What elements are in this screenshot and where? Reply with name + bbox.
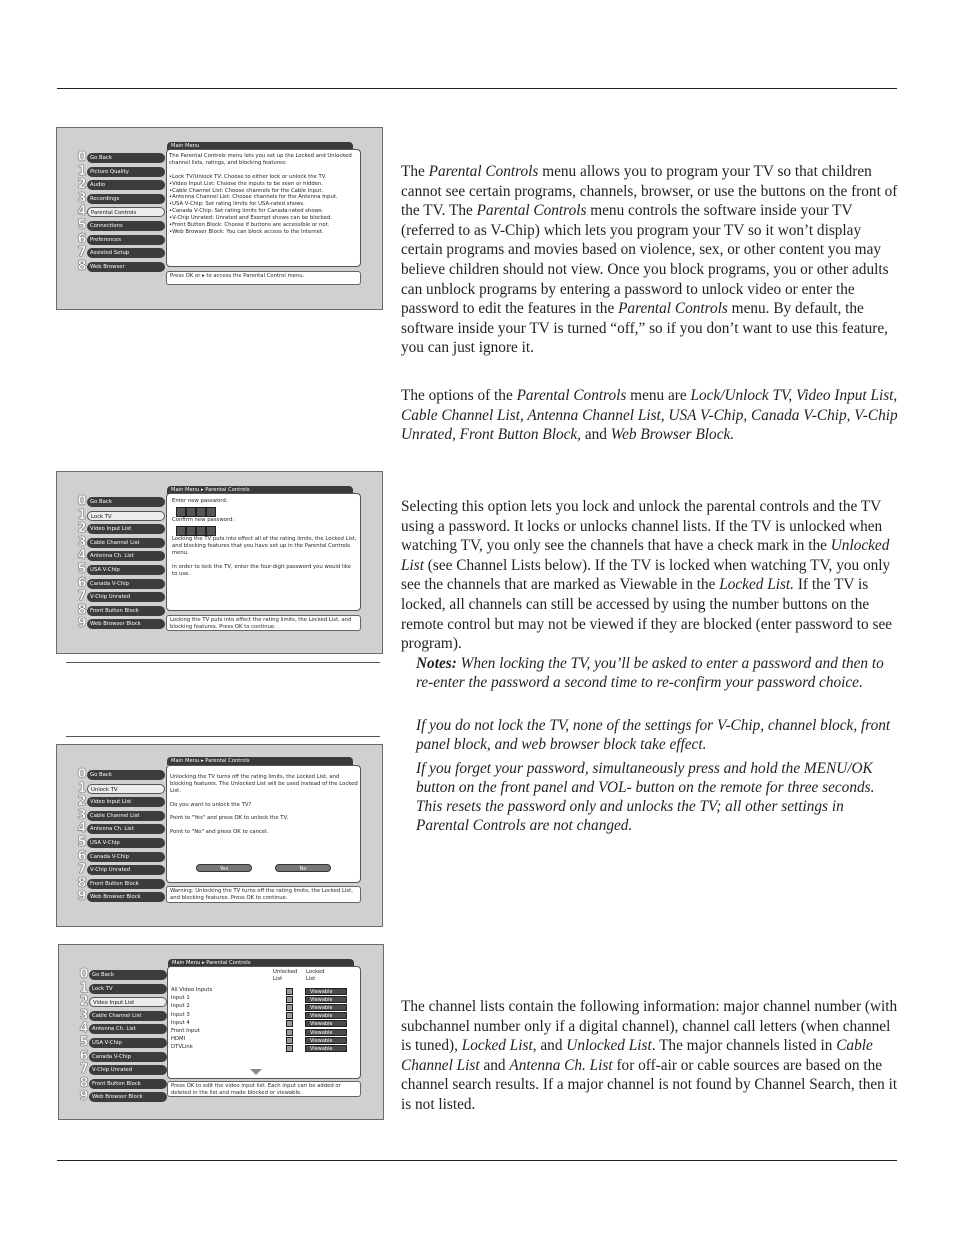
menu-item-label: Web Browser Block <box>87 619 165 629</box>
confirm-digit-4[interactable] <box>206 526 216 536</box>
text-run: and <box>581 426 611 444</box>
menu-item-number: 9 <box>77 889 87 905</box>
text-run: If the TV is locked, all channels can still be accessed by using the number buttons on the remote control but may not be viewed if they are blocked (enter password to see program). <box>401 576 893 653</box>
bottom-rule <box>57 1160 897 1161</box>
menu-item-number: 5 <box>77 561 87 577</box>
menu-item-number: 7 <box>77 862 87 878</box>
text-run: The channel lists contain the following information: major channel number (with subchannel number only if a digital channel), channel call letters (when channel is tuned), <box>401 998 898 1055</box>
note-password <box>416 654 891 692</box>
divider <box>66 662 380 663</box>
text-run-italic: Parental Controls <box>476 202 587 220</box>
unlocked-checkbox[interactable] <box>286 1020 293 1027</box>
unlock-tv-screenshot <box>56 744 383 927</box>
password-digit-4[interactable] <box>206 507 216 517</box>
menu-item-number: 7 <box>79 1062 89 1078</box>
locked-viewable-toggle[interactable]: Viewable <box>305 1004 347 1011</box>
text-run: , and <box>532 1037 567 1055</box>
unlocked-checkbox[interactable] <box>286 1012 293 1019</box>
locked-viewable-toggle[interactable]: Viewable <box>305 1045 347 1052</box>
menu-item-label: Go Back <box>87 153 165 163</box>
note-no-lock <box>416 716 891 754</box>
unlocked-checkbox[interactable] <box>286 1037 293 1044</box>
text-run-italic: Unlocked List <box>566 1037 652 1055</box>
menu-item-number: 6 <box>79 1048 89 1064</box>
menu-item-label: Cable Channel List <box>87 811 165 821</box>
menu-item-label: Assisted Setup <box>87 248 165 258</box>
menu-item-label: Picture Quality <box>87 167 165 177</box>
menu-item-number: 6 <box>77 848 87 864</box>
text-run: (see Channel Lists below). If the TV is locked when watching TV, you only see the channels that are marked as Viewable in the <box>401 556 891 594</box>
text-run-italic: Locked List. <box>719 576 794 594</box>
enter-password-label: Enter new password: <box>172 498 228 504</box>
text-run: for off-air or cable sources are based on the channel search results. If a major channel is not found by Channel Search, then it is not listed. <box>401 1056 898 1113</box>
text-run: When locking the TV, you’ll be asked to enter a password and then to re-enter the password a second time to re-confirm your password choice. <box>416 655 884 691</box>
intro-paragraph <box>401 162 904 358</box>
text-run: menu allows you to program your TV so that children cannot see certain programs, channels, browser, or use the buttons on the front of the TV. The <box>401 163 898 220</box>
divider <box>66 736 380 737</box>
password-digit-2[interactable] <box>186 507 196 517</box>
menu-item-label: Lock TV <box>89 984 167 994</box>
input-row-label[interactable]: HDMI <box>171 1036 186 1043</box>
breadcrumb-main: Main Menu <box>172 960 201 966</box>
breadcrumb-parental: Parental Controls <box>205 758 250 764</box>
menu-item-number: 1 <box>79 980 89 996</box>
locked-viewable-toggle[interactable]: Viewable <box>305 996 347 1003</box>
menu-item-number: 0 <box>77 150 87 165</box>
menu-item-number: 4 <box>79 1021 89 1037</box>
menu-item-number: 1 <box>77 507 87 523</box>
menu-item-label: Recordings <box>87 194 165 204</box>
text-run-italic: Antenna Ch. List <box>509 1056 613 1074</box>
breadcrumb-main: Main Menu <box>171 143 200 149</box>
text-run: and <box>479 1056 510 1074</box>
locked-column-header: Locked List <box>306 969 325 982</box>
locked-viewable-toggle[interactable]: Viewable <box>305 1012 347 1019</box>
menu-item-number: 6 <box>77 231 87 247</box>
text-run-italic: Web Browser Block. <box>610 426 735 444</box>
menu-item-number: 2 <box>77 794 87 810</box>
menu-item-number: 2 <box>77 521 87 537</box>
text-run: If you do not lock the TV, none of the settings for V-Chip, channel block, front panel block, and web browser block take effect. <box>416 717 891 753</box>
menu-item-label: Canada V-Chip <box>87 579 165 589</box>
info-panel <box>166 765 361 883</box>
breadcrumb-main: Main Menu <box>171 487 200 493</box>
status-message: Press OK to edit the video input list. Each input can be added or deleted in the list and made blocked or viewable. <box>167 1081 361 1097</box>
menu-item-label: Cable Channel List <box>89 1011 167 1021</box>
menu-item-number: 8 <box>77 602 87 618</box>
yes-button[interactable]: Yes <box>196 864 252 872</box>
notes-label: Notes: <box>416 655 457 672</box>
breadcrumb-arrow-icon: ▸ <box>201 960 205 966</box>
menu-item-number: 1 <box>77 780 87 796</box>
info-text: The Parental Controls menu lets you set up the Locked and Unlocked channel lists, ratings, and blocking features: •Lock TV/Unlock TV: Choose to either lock or unlock the TV. •Video Input List: Choose the inputs to be seen or hidden. •Cable Channel List: Choose channels for the Cable Input. •Antenna Channel List: Choose channels for the Antenna Input. •USA V-Chip: Set rating limits for USA-rated shows. •Canada V-Chip: Set rating limits for Canada-rated shows. •V-Chip Unrated: Unrated and Exempt shows can be blocked. •Front Button Block: Choose if buttons are accessible or not. •Web Browser Block: You can block access to the Internet. <box>169 153 352 235</box>
lock-tv-screenshot <box>56 471 383 654</box>
breadcrumb-arrow-icon: ▸ <box>200 487 204 493</box>
menu-item-number: 5 <box>77 217 87 233</box>
menu-item-label: Parental Controls <box>87 207 165 217</box>
text-run: The options of the <box>401 387 517 404</box>
menu-item-label: Antenna Ch. List <box>89 1024 167 1034</box>
menu-item-label: Go Back <box>87 770 165 780</box>
menu-item-number: 8 <box>77 258 87 274</box>
menu-item-number: 4 <box>77 204 87 220</box>
unlocked-checkbox[interactable] <box>286 1045 293 1052</box>
menu-item-number: 3 <box>77 190 87 206</box>
menu-item-number: 6 <box>77 575 87 591</box>
parental-controls-main-menu-screenshot <box>56 127 383 310</box>
breadcrumb-main: Main Menu <box>171 758 200 764</box>
text-run: menu. By default, the software inside your TV is turned “off,” so if you don’t want to use this feature, you can just ignore it. <box>401 300 888 357</box>
text-run-italic: Unlocked List <box>401 537 890 574</box>
menu-item-number: 4 <box>77 548 87 564</box>
menu-item-label: Canada V-Chip <box>87 852 165 862</box>
menu-item-number: 4 <box>77 821 87 837</box>
info-panel <box>166 493 361 611</box>
menu-item-number: 8 <box>77 875 87 891</box>
menu-item-label: V-Chip Unrated <box>87 865 165 875</box>
unlocked-checkbox[interactable] <box>286 996 293 1003</box>
menu-item-number: 3 <box>79 1007 89 1023</box>
menu-item-label: Antenna Ch. List <box>87 824 165 834</box>
menu-item-label: Video Input List <box>87 797 165 807</box>
locked-viewable-toggle[interactable]: Viewable <box>305 1020 347 1027</box>
menu-item-number: 0 <box>77 767 87 782</box>
menu-item-label: Front Button Block <box>89 1079 167 1089</box>
breadcrumb-arrow-icon: ▸ <box>200 758 204 764</box>
input-row-label[interactable]: Input 4 <box>171 1019 190 1026</box>
menu-item-label: V-Chip Unrated <box>87 592 165 602</box>
password-digit-1[interactable] <box>176 507 186 517</box>
status-message: Locking the TV puts into effect the rating limits, the Locked List, and blocking features. Press OK to continue. <box>166 615 361 631</box>
text-run: menu are <box>626 387 691 404</box>
confirm-digit-2[interactable] <box>186 526 196 536</box>
menu-item-label: Connections <box>87 221 165 231</box>
menu-item-label: Unlock TV <box>87 784 165 794</box>
unlocked-checkbox[interactable] <box>286 988 293 995</box>
menu-item-label: Audio <box>87 180 165 190</box>
menu-item-number: 1 <box>77 163 87 179</box>
text-run-italic: Parental Controls <box>618 300 728 318</box>
text-run-italic: Lock/Unlock TV, Video Input List, Cable Channel List, Antenna Channel List, USA V-Chip, Canada V-Chip, V-Chip Unrated, Front Button Block, <box>401 387 898 444</box>
channel-lists-paragraph <box>401 997 904 1115</box>
menu-item-number: 7 <box>77 589 87 605</box>
menu-item-label: Front Button Block <box>87 879 165 889</box>
input-row-label[interactable]: All Video Inputs <box>171 987 213 993</box>
menu-item-label: V-Chip Unrated <box>89 1065 167 1075</box>
menu-item-number: 9 <box>79 1089 89 1105</box>
top-rule <box>57 88 897 89</box>
text-run-italic: Parental Controls <box>516 387 627 404</box>
text-run-italic: Parental Controls <box>428 163 539 180</box>
menu-item-label: Lock TV <box>87 511 165 521</box>
menu-item-label: USA V-Chip <box>89 1038 167 1048</box>
unlocked-column-header: Unlocked List <box>273 969 298 982</box>
menu-item-label: Canada V-Chip <box>89 1052 167 1062</box>
menu-item-label: Web Browser Block <box>87 892 165 902</box>
menu-item-number: 9 <box>77 616 87 632</box>
confirm-digit-3[interactable] <box>196 526 206 536</box>
password-digit-3[interactable] <box>196 507 206 517</box>
menu-item-number: 5 <box>79 1034 89 1050</box>
info-panel <box>166 149 361 267</box>
menu-item-label: Video Input List <box>87 524 165 534</box>
status-message: Press OK or ▸ to access the Parental Control menu. <box>166 271 361 285</box>
menu-item-number: 3 <box>77 807 87 823</box>
menu-item-number: 3 <box>77 534 87 550</box>
status-message: Warning: Unlocking the TV turns off the rating limits, the Locked List, and blocking features. Press OK to continue. <box>166 886 361 903</box>
input-row-label[interactable]: DTVLink <box>171 1044 193 1051</box>
confirm-digit-1[interactable] <box>176 526 186 536</box>
locked-viewable-toggle[interactable]: Viewable <box>305 1029 347 1036</box>
input-row-label[interactable]: Front Input <box>171 1028 200 1034</box>
menu-item-number: 8 <box>79 1075 89 1091</box>
menu-item-number: 0 <box>79 967 89 982</box>
no-button[interactable]: No <box>275 864 331 872</box>
menu-item-number: 2 <box>79 994 89 1010</box>
locked-viewable-toggle[interactable]: Viewable <box>305 988 347 995</box>
note-forgot-password <box>416 759 896 835</box>
breadcrumb-parental: Parental Controls <box>206 960 251 966</box>
unlocked-checkbox[interactable] <box>286 1004 293 1011</box>
menu-item-label: Preferences <box>87 235 165 245</box>
menu-item-label: Go Back <box>89 970 167 980</box>
info-text: Unlocking the TV turns off the rating limits, the Locked List, and blocking features. The Unlocked List will be used instead of the Locked List. Do you want to unlock the TV? Point to "Yes" and press OK to unlock the TV. Point to "No" and press OK to cancel. <box>170 774 358 836</box>
text-run: The <box>401 163 429 180</box>
menu-item-label: USA V-Chip <box>87 838 165 848</box>
text-run: . The major channels listed in <box>651 1037 837 1055</box>
info-text: Locking the TV puts into effect all of the rating limits, the Locked List, and blocking features that you have set up in the Parental Controls menu. In order to lock the TV, enter the four-digit password you would like to use. <box>172 536 357 577</box>
menu-item-label: USA V-Chip <box>87 565 165 575</box>
text-run: Selecting this option lets you lock and unlock the parental controls and the TV using a password. It locks or unlocks channel lists. If the TV is unlocked when watching TV, you only see the channels that have a check mark in the <box>401 498 883 555</box>
breadcrumb-parental: Parental Controls <box>205 487 250 493</box>
input-row-label[interactable]: Input 1 <box>171 995 190 1002</box>
menu-item-label: Web Browser <box>87 262 165 272</box>
menu-item-number: 2 <box>77 177 87 193</box>
unlocked-checkbox[interactable] <box>286 1029 293 1036</box>
menu-item-label: Front Button Block <box>87 606 165 616</box>
text-run-italic: Cable Channel List <box>401 1037 873 1074</box>
menu-item-label: Antenna Ch. List <box>87 551 165 561</box>
menu-item-number: 5 <box>77 834 87 850</box>
input-row-label[interactable]: Input 2 <box>171 1003 190 1010</box>
text-run: menu controls the software inside your TV (referred to as V-Chip) which lets you program your TV so it won’t display certain programs and movies based on violence, sex, or other content you may believe children should not view. Once you block programs, you or other adults can unblock programs by entering a password to unlock video or enter the password to edit the features in the <box>401 202 889 318</box>
text-run: If you forget your password, simultaneously press and hold the MENU/OK button on the front panel and VOL- button on the remote for three seconds. This resets the password only and unlocks the TV; all other settings in Parental Controls are not changed. <box>416 760 875 834</box>
input-row-label[interactable]: Input 3 <box>171 1011 190 1018</box>
menu-item-label: Web Browser Block <box>89 1092 167 1102</box>
menu-item-label: Go Back <box>87 497 165 507</box>
confirm-password-label: Confirm new password: <box>172 517 235 523</box>
locked-viewable-toggle[interactable]: Viewable <box>305 1037 347 1044</box>
lock-tv-paragraph <box>401 497 904 654</box>
text-run-italic: Locked List <box>461 1037 533 1055</box>
options-paragraph <box>401 386 904 445</box>
menu-item-number: 7 <box>77 245 87 261</box>
input-list-panel <box>167 966 361 1079</box>
video-input-list-screenshot <box>58 944 384 1120</box>
menu-item-label: Video Input List <box>89 997 167 1007</box>
menu-item-number: 0 <box>77 494 87 509</box>
breadcrumb <box>167 757 353 765</box>
menu-item-label: Cable Channel List <box>87 538 165 548</box>
scroll-down-arrow-icon[interactable] <box>250 1069 262 1075</box>
